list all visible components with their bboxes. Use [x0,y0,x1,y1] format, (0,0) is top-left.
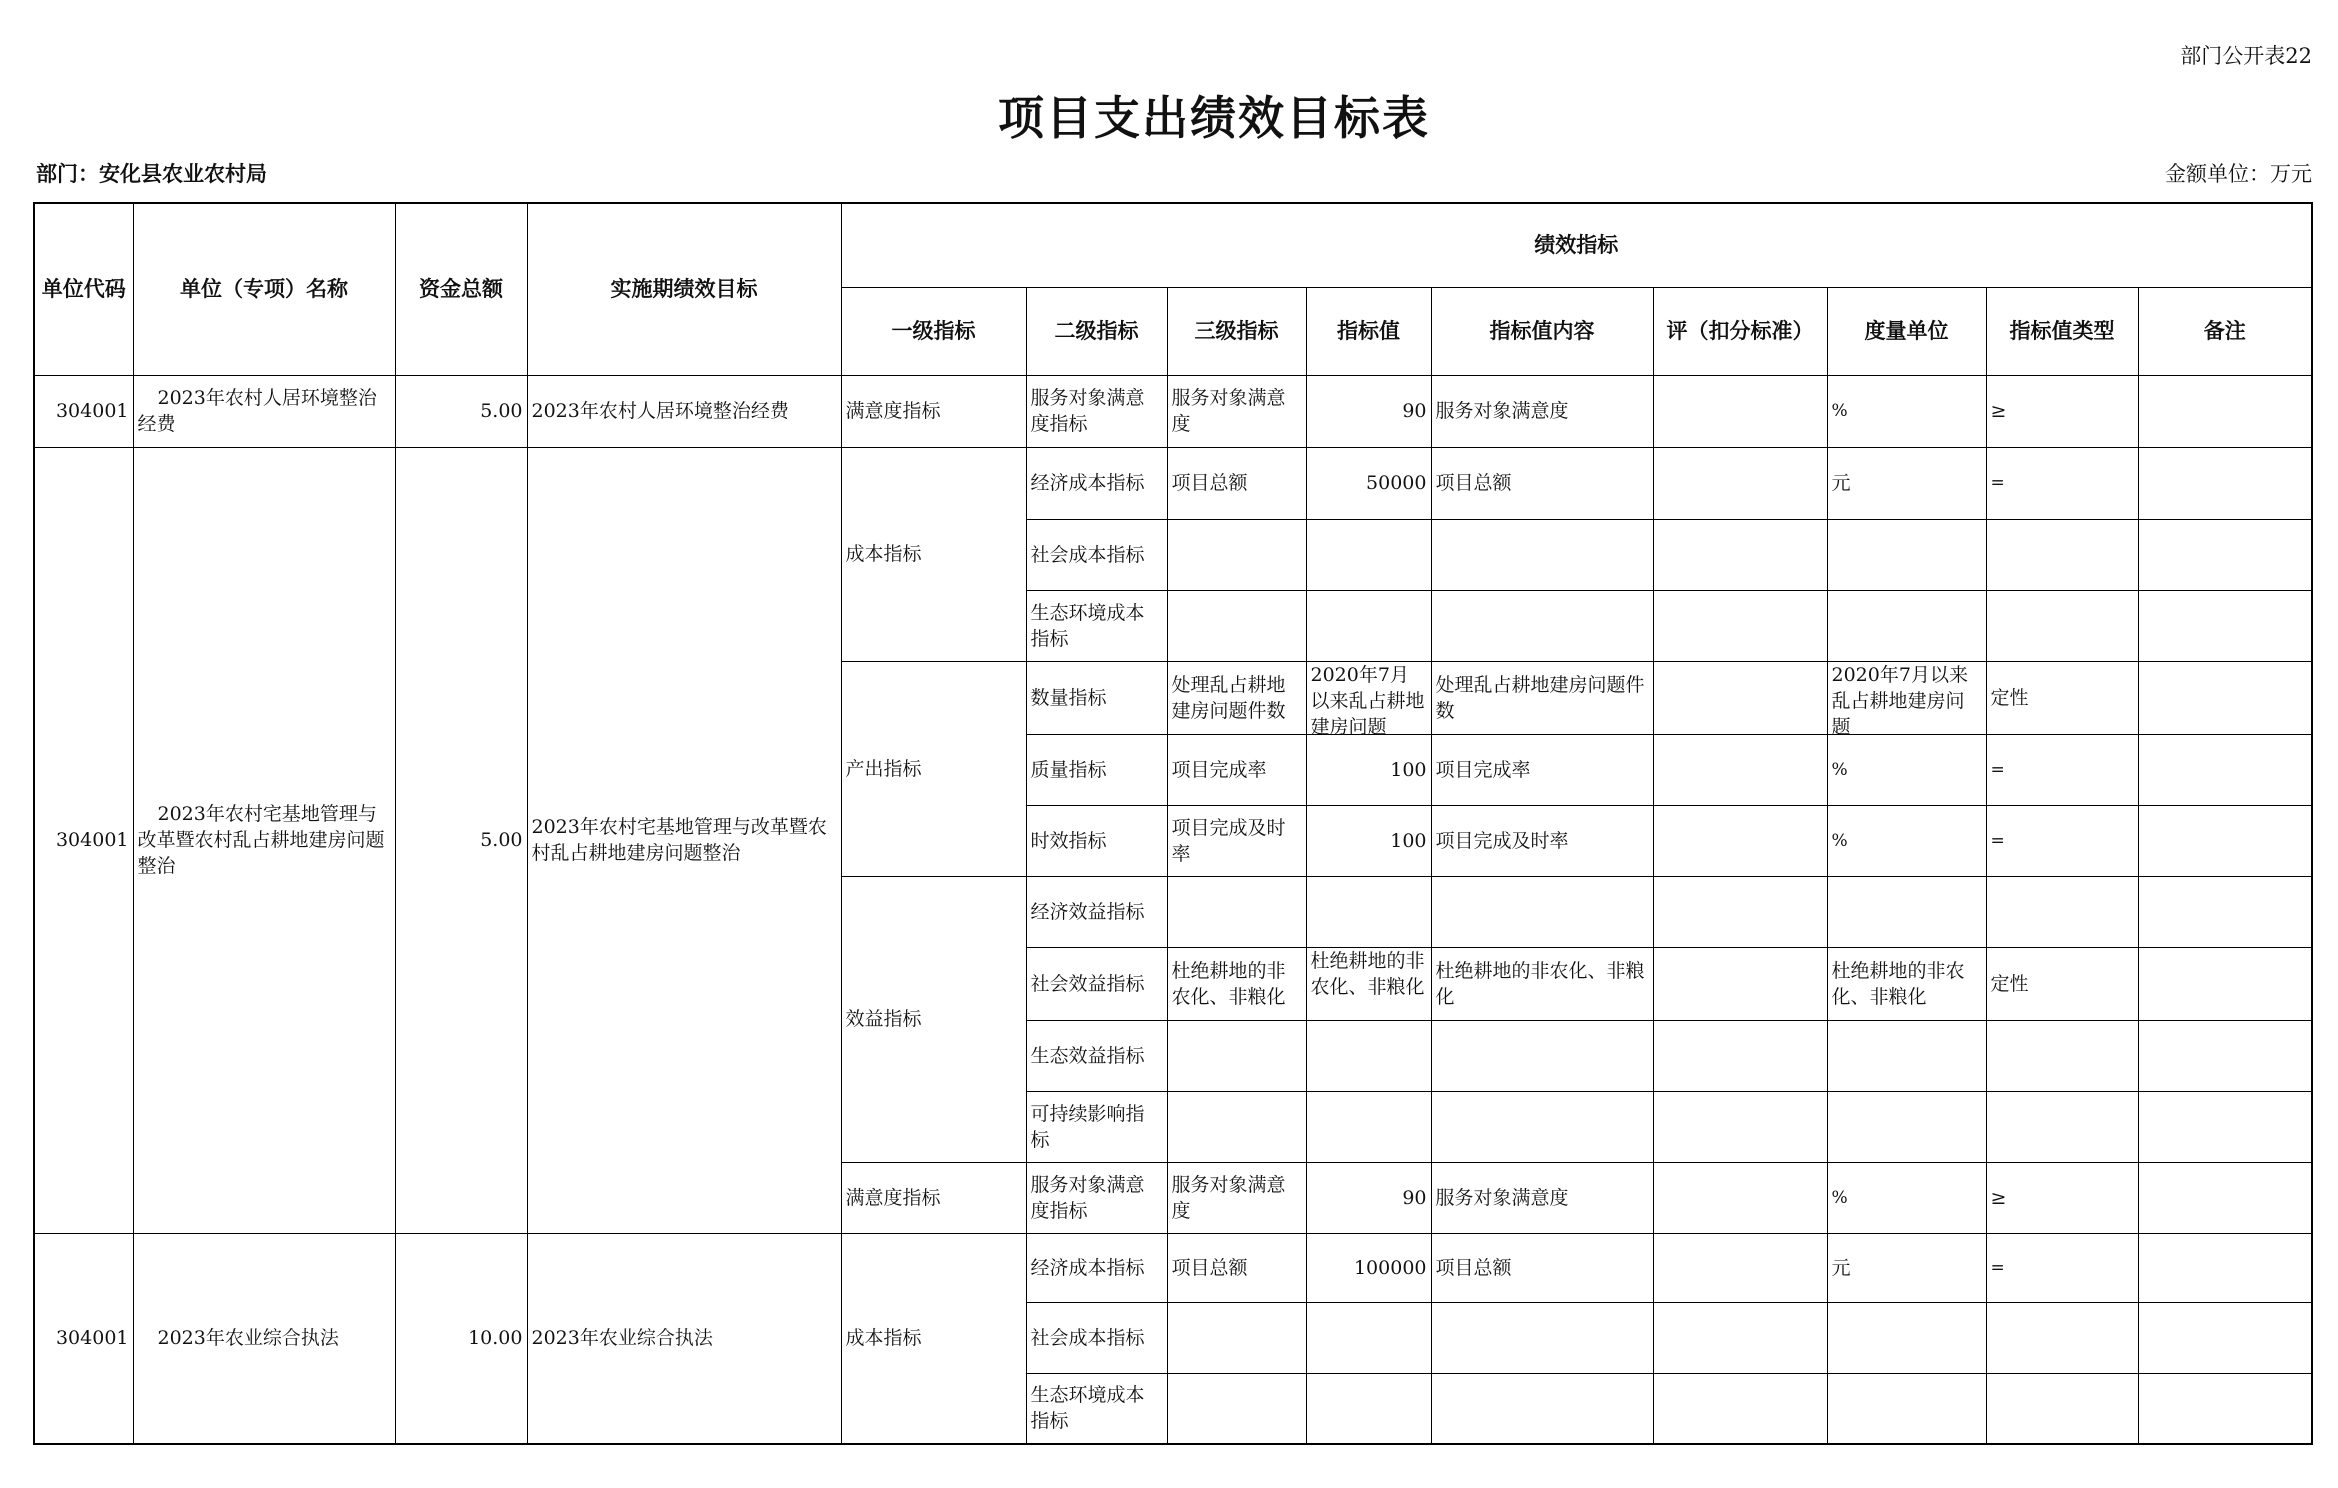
level3-cell: 项目总额 [1167,447,1306,519]
goal-cell: 2023年农村人居环境整治经费 [527,375,841,447]
measure-unit-cell: % [1827,805,1986,876]
funds-cell: 5.00 [395,447,527,1233]
scoring-cell [1653,805,1827,876]
level2-cell: 生态环境成本指标 [1026,590,1167,661]
value-cell: 100 [1306,734,1431,805]
level2-cell: 数量指标 [1026,661,1167,734]
scoring-cell [1653,661,1827,734]
value-type-cell: ≥ [1986,375,2138,447]
value-type-cell: = [1986,1233,2138,1302]
value-cell [1306,947,1431,1020]
amount-unit-label: 金额单位：万元 [2165,162,2312,186]
header-scoring: 评（扣分标准） [1653,287,1827,375]
header-level2: 二级指标 [1026,287,1167,375]
measure-unit-text: 2020年7月以来乱占耕地建房问题 [1831,663,1968,738]
value-text: 2020年7月以来乱占耕地建房问题 [1310,663,1425,738]
header-indicators: 绩效指标 [841,203,2312,287]
value-cell: 90 [1306,1162,1431,1233]
level3-cell: 处理乱占耕地建房问题件数 [1167,661,1306,734]
measure-unit-cell: 元 [1827,447,1986,519]
value-cell: 100000 [1306,1233,1431,1302]
document-code: 部门公开表22 [2180,44,2312,68]
unit-code-cell: 304001 [34,447,133,1233]
header-level1: 一级指标 [841,287,1026,375]
scoring-cell [1653,1233,1827,1302]
level3-cell: 项目完成及时率 [1167,805,1306,876]
table-row [34,375,2312,447]
level3-cell: 杜绝耕地的非农化、非粮化 [1167,947,1306,1020]
department-label: 部门：安化县农业农村局 [36,161,267,186]
level2-cell: 时效指标 [1026,805,1167,876]
header-value-content: 指标值内容 [1431,287,1653,375]
header-value-type: 指标值类型 [1986,287,2138,375]
value-content-cell: 项目完成率 [1431,734,1653,805]
goal-cell: 2023年农村宅基地管理与改革暨农村乱占耕地建房问题整治 [527,447,841,1233]
measure-unit-cell [1827,661,1986,738]
unit-code-cell: 304001 [34,1233,133,1444]
page-title: 项目支出绩效目标表 [998,91,1430,145]
value-type-cell: ≥ [1986,1162,2138,1233]
measure-unit-cell: 杜绝耕地的非农化、非粮化 [1827,947,1986,1020]
value-cell: 100 [1306,805,1431,876]
level2-cell: 生态效益指标 [1026,1020,1167,1091]
value-content-cell: 服务对象满意度 [1431,1162,1653,1233]
level3-cell: 服务对象满意度 [1167,375,1306,447]
level3-cell: 服务对象满意度 [1167,1162,1306,1233]
header-remark: 备注 [2138,287,2312,375]
measure-unit-cell: 元 [1827,1233,1986,1302]
remark-cell [2138,947,2312,1020]
table-row [34,1233,2312,1302]
level2-cell: 社会成本指标 [1026,519,1167,590]
level3-cell: 项目完成率 [1167,734,1306,805]
remark-cell [2138,734,2312,805]
remark-cell [2138,805,2312,876]
performance-table [33,202,2313,1445]
funds-cell: 5.00 [395,375,527,447]
level2-cell: 生态环境成本指标 [1026,1373,1167,1444]
level3-cell: 项目总额 [1167,1233,1306,1302]
remark-cell [2138,447,2312,519]
scoring-cell [1653,947,1827,1020]
header-value: 指标值 [1306,287,1431,375]
value-content-cell: 杜绝耕地的非农化、非粮化 [1431,947,1653,1020]
header-goal: 实施期绩效目标 [527,203,841,375]
unit-name-cell: 2023年农村宅基地管理与改革暨农村乱占耕地建房问题整治 [133,447,395,1233]
level2-cell: 经济效益指标 [1026,876,1167,947]
measure-unit-cell: % [1827,375,1986,447]
level2-cell: 服务对象满意度指标 [1026,1162,1167,1233]
level1-cell: 成本指标 [841,1233,1026,1444]
level2-cell: 质量指标 [1026,734,1167,805]
remark-cell [2138,375,2312,447]
unit-code-cell: 304001 [34,375,133,447]
scoring-cell [1653,1162,1827,1233]
unit-name-cell: 2023年农业综合执法 [133,1233,395,1444]
goal-cell: 2023年农业综合执法 [527,1233,841,1444]
remark-cell [2138,661,2312,734]
measure-unit-cell: % [1827,1162,1986,1233]
level1-cell: 满意度指标 [841,375,1026,447]
value-content-cell: 服务对象满意度 [1431,375,1653,447]
scoring-cell [1653,447,1827,519]
value-content-cell: 项目总额 [1431,447,1653,519]
value-cell: 90 [1306,375,1431,447]
level1-cell: 产出指标 [841,661,1026,876]
measure-unit-cell: % [1827,734,1986,805]
value-type-cell: = [1986,734,2138,805]
level2-cell: 社会效益指标 [1026,947,1167,1020]
header-unit-code: 单位代码 [34,203,133,375]
table-row [34,447,2312,519]
header-level3: 三级指标 [1167,287,1306,375]
funds-cell: 10.00 [395,1233,527,1444]
remark-cell [2138,1233,2312,1302]
level2-cell: 经济成本指标 [1026,1233,1167,1302]
value-cell [1306,661,1431,738]
level2-cell: 经济成本指标 [1026,447,1167,519]
value-cell: 50000 [1306,447,1431,519]
value-content-cell: 项目完成及时率 [1431,805,1653,876]
value-type-cell: = [1986,805,2138,876]
value-type-cell: 定性 [1986,947,2138,1020]
unit-name-cell: 2023年农村人居环境整治经费 [133,375,395,447]
level1-cell: 成本指标 [841,447,1026,661]
value-type-cell: = [1986,447,2138,519]
scoring-cell [1653,734,1827,805]
header-total-funds: 资金总额 [395,203,527,375]
value-content-cell: 项目总额 [1431,1233,1653,1302]
value-content-cell: 处理乱占耕地建房问题件数 [1431,661,1653,734]
header-unit-name: 单位（专项）名称 [133,203,395,375]
value-text: 杜绝耕地的非农化、非粮化 [1310,949,1425,998]
scoring-cell [1653,375,1827,447]
level2-cell: 服务对象满意度指标 [1026,375,1167,447]
header-measure-unit: 度量单位 [1827,287,1986,375]
level1-cell: 效益指标 [841,876,1026,1162]
level2-cell: 可持续影响指标 [1026,1091,1167,1162]
remark-cell [2138,1162,2312,1233]
value-type-cell: 定性 [1986,661,2138,734]
level1-cell: 满意度指标 [841,1162,1026,1233]
level2-cell: 社会成本指标 [1026,1302,1167,1373]
